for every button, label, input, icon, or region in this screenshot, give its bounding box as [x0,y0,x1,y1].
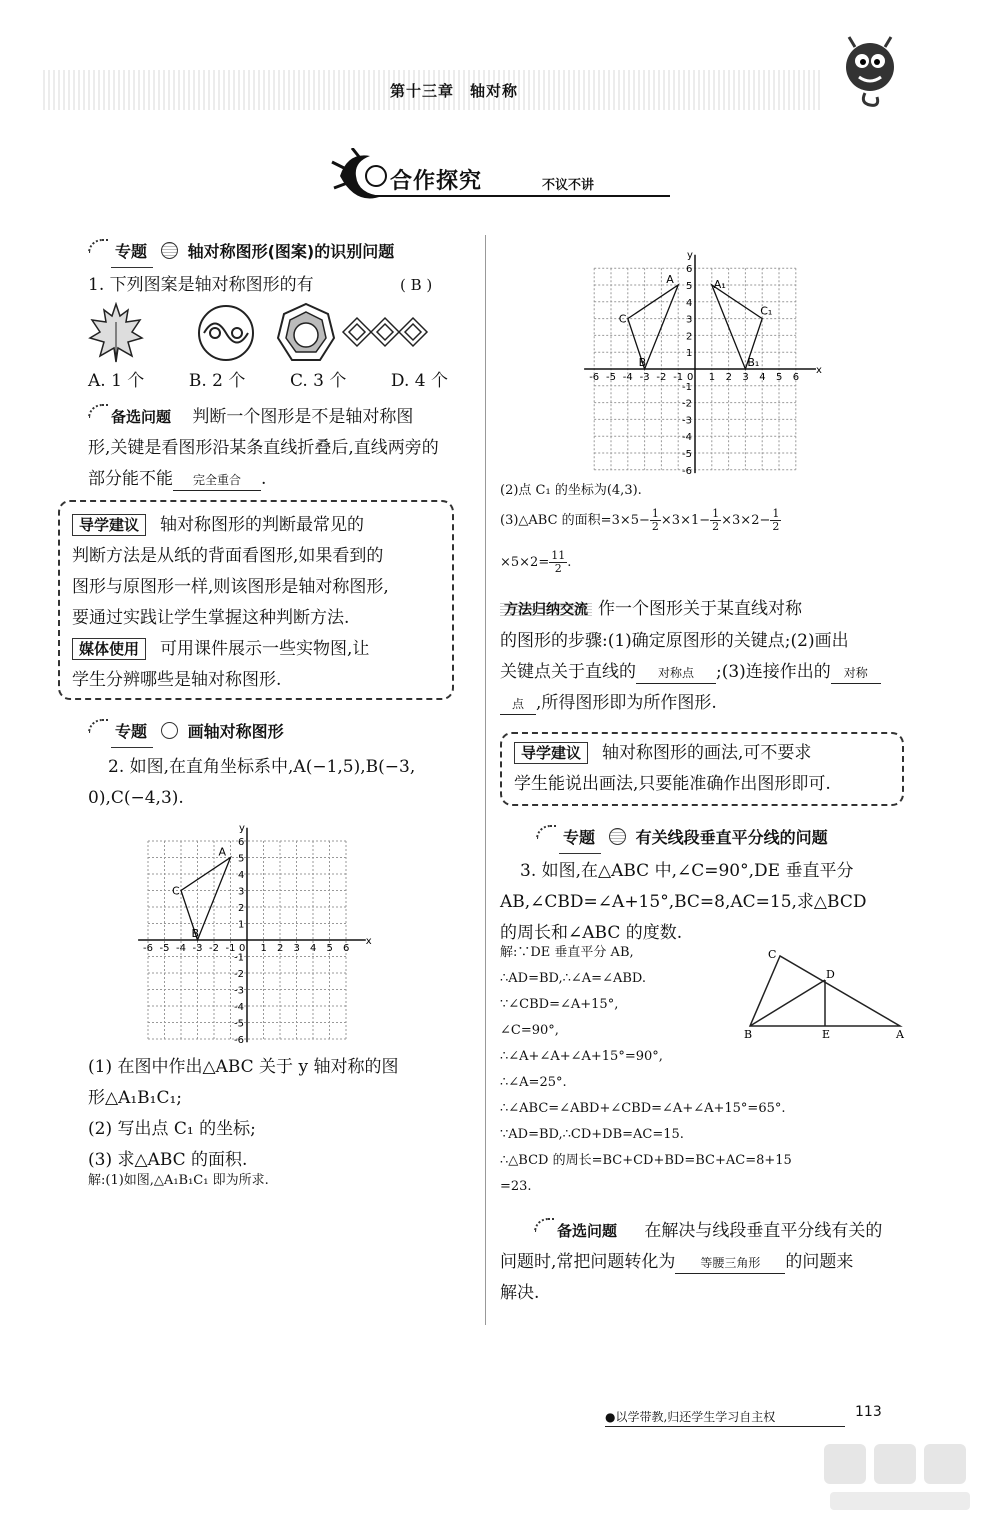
option-b: B. 2 个 [188,371,246,391]
blank-answer-4: 等腰三角形 [675,1253,785,1274]
footer-line [605,1426,845,1427]
question-3-text: 3. 如图,在△ABC 中,∠C=90°,DE 垂直平分 AB,∠CBD=∠A+15°,BC=8,AC=15,求△BCD 的周长和∠ABC 的度数. [500,861,867,943]
topic-2-heading: 专题 画轴对称图形 [88,716,284,748]
footer-slogan: ●以学带教,归还学生学习自主权 [605,1410,776,1424]
x-tick-label: 3 [742,372,749,383]
y-tick-label: 2 [238,903,245,914]
y-tick-label: 1 [238,919,245,931]
y-tick-label: -2 [234,969,244,980]
section-banner [330,148,680,204]
label-a: A [896,1028,904,1038]
dotted-arc-icon [536,825,556,839]
y-tick-label: -1 [682,381,692,393]
blank-answer-2: 对称点 [636,663,716,684]
heptagon-pattern [278,304,334,360]
x-axis-label: x [365,936,372,947]
question-1-text: 1. 下列图案是轴对称图形的有 [88,275,314,295]
pattern-figures [88,302,448,364]
question-1-answer: ( B ) [400,276,433,294]
maple-leaf-pattern [90,304,142,362]
x-tick-label: -4 [176,943,186,954]
point-a-label: A [666,273,674,286]
question-2-parts: (1) 在图中作出△ABC 关于 y 轴对称的图 形△A₁B₁C₁; (2) 写出点 C₁ 的坐标; (3) 求△ABC 的面积. [88,1057,399,1170]
banner-subtitle: 不议不讲 [542,178,595,193]
dotted-arc-icon [88,719,108,733]
x-tick-label: 2 [277,943,284,954]
page-number: 113 [855,1404,882,1420]
backup-question-1: 备选问题 判断一个图形是不是轴对称图 形,关键是看图形沿某条直线折叠后,直线两旁的 部分能不能 完全重合 . [88,402,468,495]
point-a-label: A [218,845,227,859]
x-tick-label: -4 [622,372,633,383]
x-axis-label: x [815,365,822,376]
triangle-abc [181,858,231,941]
y-tick-label: -3 [234,985,244,997]
label-d: D [826,968,835,981]
blank-answer-3b: 点 [500,694,536,715]
y-tick-label: -4 [682,432,692,444]
topic-circle-icon [609,828,626,845]
point-b-label: B [191,927,200,940]
question-2-text: 2. 如图,在直角坐标系中,A(−1,5),B(−3, 0),C(−4,3). [88,757,416,808]
point-c-label: C [172,884,180,898]
y-tick-label: -5 [682,449,692,460]
x-tick-label: 6 [343,943,350,954]
coordinate-grid-right [580,236,825,494]
x-tick-label: 5 [326,943,333,954]
solution-3: 解:∵DE 垂直平分 AB, ∴AD=BD,∴∠A=∠ABD. ∵∠CBD=∠A+15°, ∠C=90°, ∴∠A+∠A+∠A+15°=90°, ∴∠A=25°. ∴∠ABC=∠ABD+∠CBD=∠A+∠A+15°=65°. ∵AD=BD,∴CD+DB=AC=15. ∴△BCD 的周长=BC+CD+BD=BC+AC=8+15 =23. [500,945,792,1194]
solution-2-1: 解:(1)如图,△A₁B₁C₁ 即为所求. [88,1173,269,1188]
y-tick-label: -6 [234,1035,244,1046]
column-divider [485,235,486,1325]
option-d: D. 4 个 [390,371,448,391]
label-c: C [768,948,777,961]
dotted-arc-icon [534,1218,554,1232]
x-tick-label: -6 [589,372,600,383]
y-tick-label: -1 [234,952,244,964]
y-tick-label: 5 [686,281,693,292]
topic-circle-icon [161,722,178,739]
guide-label: 导学建议 [72,514,146,536]
media-label: 媒体使用 [72,638,146,660]
solution-2-2: (2)点 C₁ 的坐标为(4,3). [500,483,642,498]
blank-answer-3: 对称 [831,663,881,684]
option-c: C. 3 个 [289,371,347,391]
point-c-label: C [618,312,627,326]
x-tick-label: -5 [606,372,616,383]
x-tick-label: -2 [209,943,219,954]
dotted-arc-icon [88,404,108,418]
triangle-abc [628,285,678,369]
y-tick-label: 6 [686,264,693,276]
method-summary: 方法归纳交流 作一个图形关于某直线对称 的图形的步骤:(1)确定原图形的关键点;(2)画出 关键点关于直线的 对称点 ;(3)连接作出的 对称 点 ,所得图形即为所作图形. [500,594,910,719]
point-b-label: B [638,356,647,369]
topic-circle-icon [161,242,178,259]
guide-box-2: 导学建议 轴对称图形的画法,可不要求 学生能说出画法,只要能准确作出图形即可. [500,732,904,806]
y-tick-label: 2 [686,331,693,343]
solution-2-3: (3)△ABC 的面积=3×5− $\frac{1}{2}$ ×3×1− $\frac{1}{2}$ ×3×2− $\frac{1}{2}$ [500,507,780,533]
point-b1-label: B₁ [747,356,760,369]
x-tick-label: -5 [159,943,170,954]
topic-3-heading: 专题 有关线段垂直平分线的问题 [536,822,828,854]
y-tick-label: 4 [238,870,245,881]
x-tick-label: 1 [260,943,267,954]
knot-pattern [343,318,427,346]
x-tick-label: -3 [639,372,650,383]
guide-label: 导学建议 [514,742,588,764]
y-tick-label: 3 [686,314,693,326]
x-tick-label: 3 [293,943,300,954]
blank-answer-1: 完全重合 [173,470,261,491]
x-tick-label: 6 [792,372,800,383]
y-tick-label: -5 [234,1018,244,1030]
point-c1-label: C₁ [760,304,773,318]
mascot-icon [835,35,905,110]
y-tick-label: 5 [238,853,245,865]
dotted-arc-icon [88,239,108,253]
point-a1-label: A₁ [713,278,726,291]
x-tick-label: -2 [656,372,667,383]
y-tick-label: -6 [682,465,692,477]
origin-label: 0 [239,943,246,954]
question-1-options [88,366,448,397]
x-tick-label: 2 [725,372,732,383]
watermark-logo-icon [820,1440,980,1515]
x-tick-label: 5 [776,372,783,383]
y-tick-label: 4 [686,297,693,309]
y-axis-label: y [687,250,693,262]
x-tick-label: -1 [225,943,236,954]
topic-1-heading: 专题 轴对称图形(图案)的识别问题 [88,236,394,268]
origin-label: 0 [687,372,694,383]
y-tick-label: -3 [682,415,692,427]
x-tick-label: -1 [673,372,684,383]
x-tick-label: -3 [192,943,203,954]
solution-2-3-cont: ×5×2= $\frac{11}{2}$ . [500,549,572,575]
label-b: B [744,1028,753,1038]
y-tick-label: -2 [682,398,692,410]
method-label: 方法归纳交流 [500,602,592,618]
guide-box-1: 导学建议 轴对称图形的判断最常见的 判断方法是从纸的背面看图形,如果看到的 图形与原图形一样,则该图形是轴对称图形, 要通过实践让学生掌握这种判断方法. 媒体使用 可用课件展示一些实物图,让 学生分辨哪些是轴对称图形. [58,500,454,700]
taiji-pattern [199,306,253,360]
y-tick-label: 3 [238,886,245,898]
y-tick-label: 6 [238,837,245,848]
option-a: A. 1 个 [88,371,145,391]
x-tick-label: 4 [759,372,766,383]
coordinate-grid-left [130,818,375,1048]
x-tick-label: 4 [310,943,317,954]
label-e: E [822,1028,831,1038]
backup-question-2: 备选问题 在解决与线段垂直平分线有关的 问题时,常把问题转化为 等腰三角形 的问题来 解决. [500,1216,910,1309]
x-tick-label: 1 [708,372,716,383]
y-tick-label: 1 [686,348,693,360]
banner-title: 合作探究 [390,169,483,194]
y-axis-label: y [239,823,245,835]
y-tick-label: -4 [234,1002,244,1013]
chapter-title: 第十三章 轴对称 [390,82,519,100]
x-tick-label: -6 [143,943,153,954]
